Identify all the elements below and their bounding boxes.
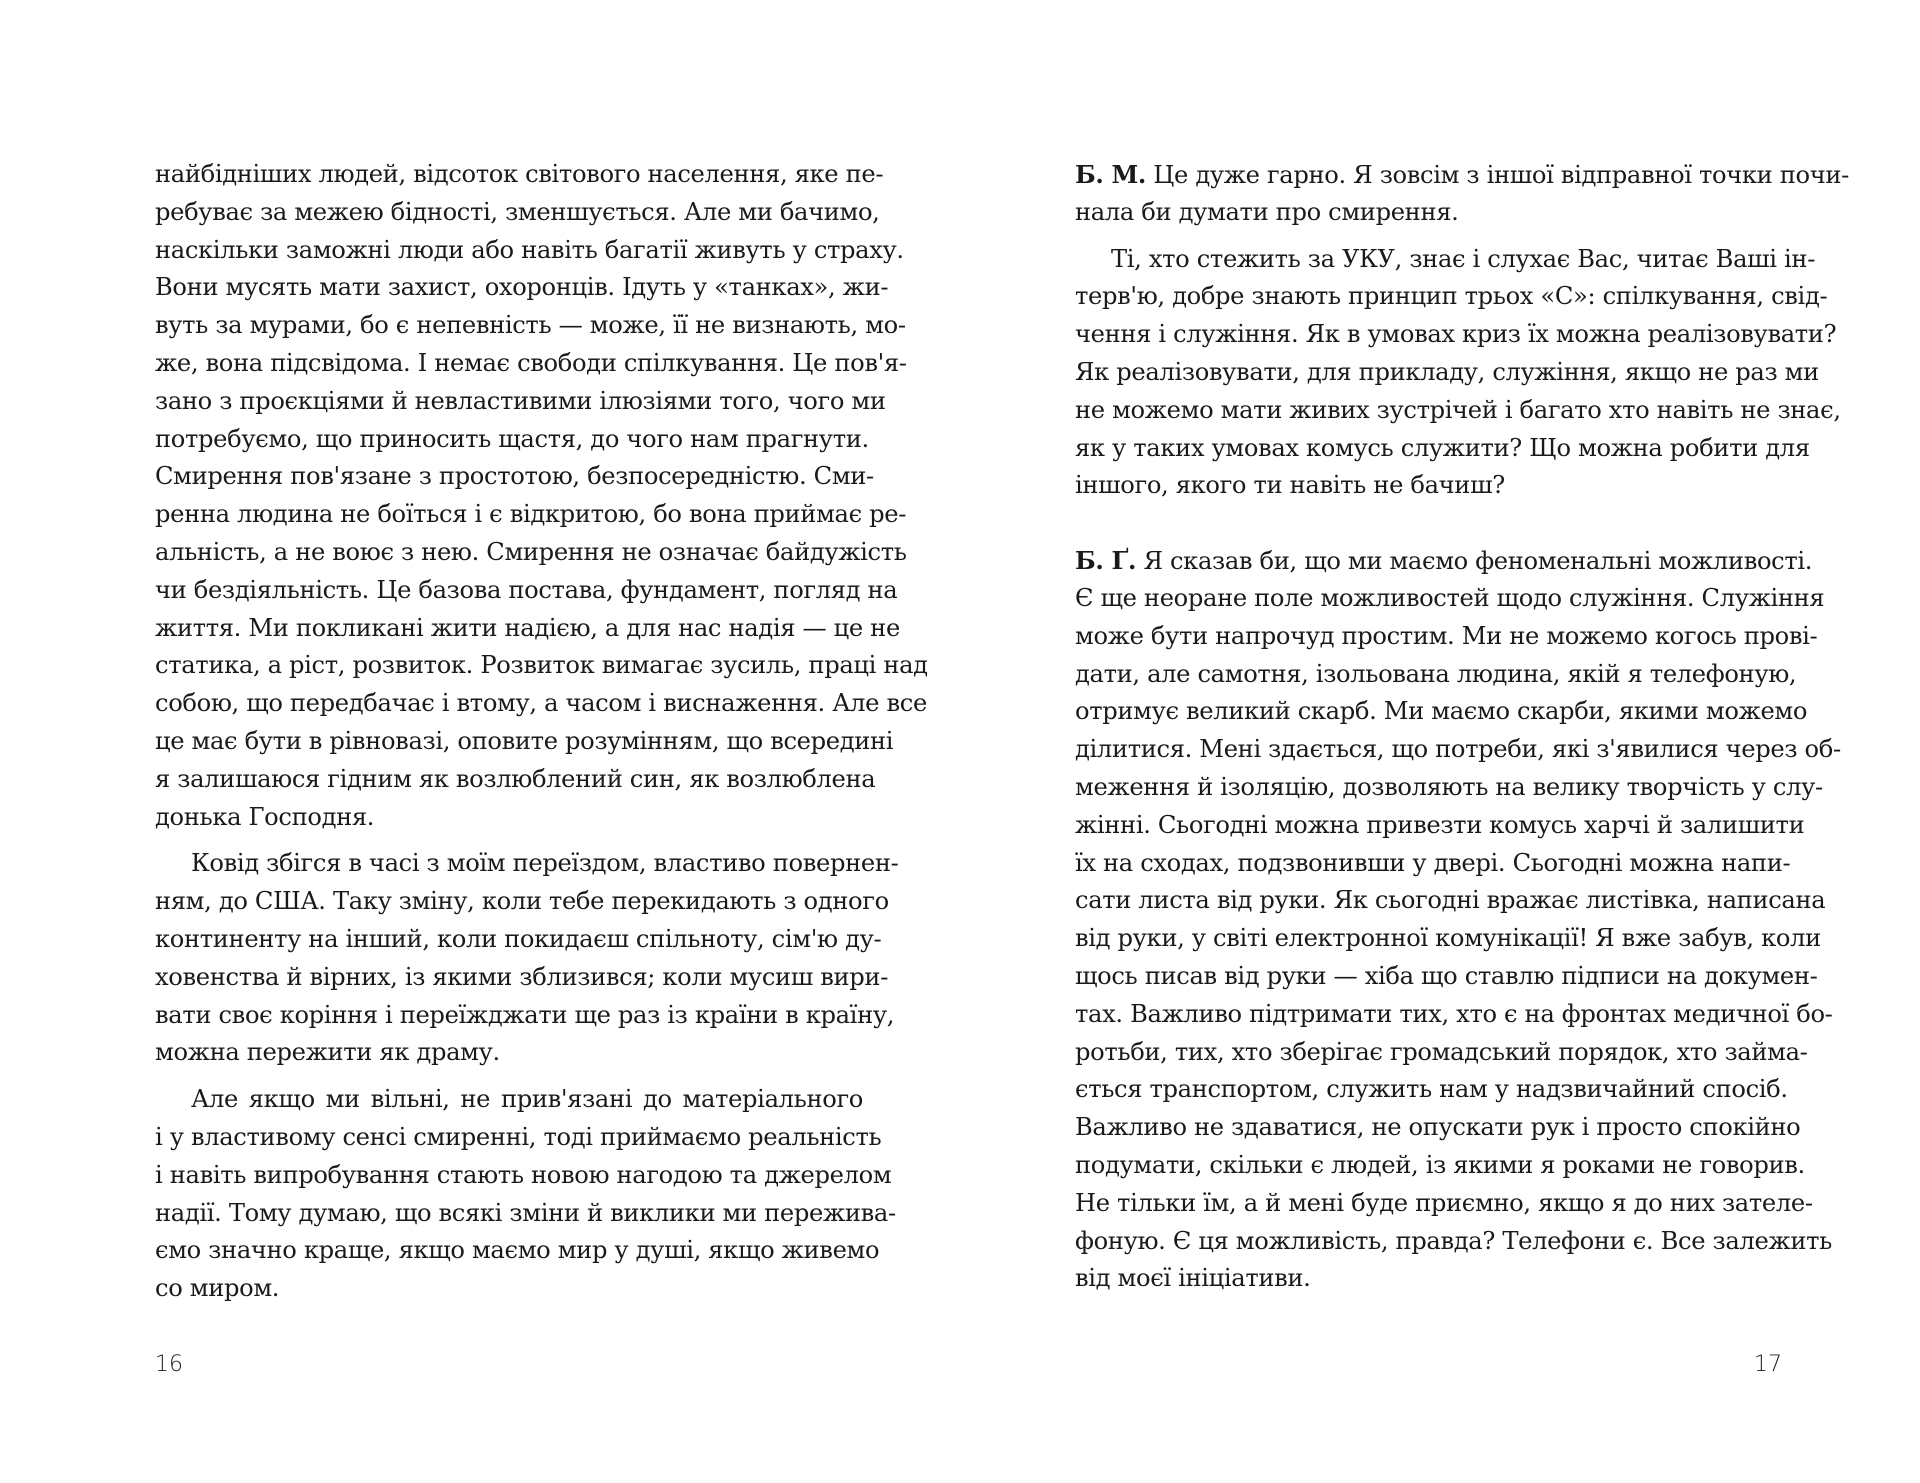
text-line: можна пережити як драму. (155, 1038, 500, 1067)
text-line: терв'ю, добре знають принцип трьох «С»: спілкування, свід- (1075, 282, 1828, 311)
text-line: Важливо не здаватися, не опускати рук і просто спокійно (1075, 1113, 1801, 1142)
text-line: ємо значно краще, якщо маємо мир у душі, якщо живемо (155, 1236, 880, 1265)
text-line: подумати, скільки є людей, із якими я роками не говорив. (1075, 1150, 1805, 1179)
left-page-text (155, 156, 928, 1308)
text-line: альність, а не воює з нею. Смирення не означає байдужість (155, 537, 907, 566)
text-line: як у таких умовах комусь служити? Що можна робити для (1075, 433, 1810, 462)
text-line: ховенства й вірних, із якими зблизився; коли мусиш вири- (155, 962, 889, 991)
text-line: Але якщо ми вільні, не прив'язані до матеріального (191, 1085, 863, 1114)
text-line: від руки, у світі електронної комунікації! Я вже забув, коли (1075, 924, 1821, 953)
text-line: континенту на інший, коли покидаєш спільноту, сім'ю ду- (155, 924, 882, 953)
text-line: надії. Тому думаю, що всякі зміни й виклики ми пережива- (155, 1198, 896, 1227)
text-line: ребуває за межею бідності, зменшується. Але ми бачимо, (155, 197, 880, 226)
text-line: життя. Ми покликані жити надією, а для нас надія — це не (155, 613, 900, 642)
text-line: я залишаюся гідним як возлюблений син, як возлюблена (155, 764, 876, 793)
text-line: і навіть випробування стають новою нагодою та джерелом (155, 1160, 892, 1189)
text-line: дати, але самотня, ізольована людина, якій я телефоную, (1075, 659, 1797, 688)
text-line: ням, до США. Таку зміну, коли тебе перекидають з одного (155, 887, 889, 916)
text-line: со миром. (155, 1274, 280, 1303)
text-line: собою, що передбачає і втому, а часом і виснаження. Але все (155, 689, 927, 718)
text-line: Ті, хто стежить за УКУ, знає і слухає Вас, читає Ваші ін- (1111, 244, 1816, 273)
text-line: же, вона підсвідома. І немає свободи спілкування. Це пов'я- (155, 348, 907, 377)
text-line: нала би думати про смирення. (1075, 197, 1459, 226)
text-line: може бути напрочуд простим. Ми не можемо когось прові- (1075, 621, 1818, 650)
text-line: наскільки заможні люди або навіть багатії живуть у страху. (155, 235, 904, 264)
text-line: ротьби, тих, хто зберігає громадський порядок, хто займа- (1075, 1037, 1808, 1066)
text-line: не можемо мати живих зустрічей і багато хто навіть не знає, (1075, 395, 1841, 424)
text-line: щось писав від руки — хіба що ставлю підписи на докумен- (1075, 961, 1818, 990)
text-line: ділитися. Мені здається, що потреби, які з'явилися через об- (1075, 735, 1841, 764)
text-line: Не тільки їм, а й мені буде приємно, якщо я до них зателе- (1075, 1188, 1813, 1217)
text-line: фоную. Є ця можливість, правда? Телефони є. Все залежить (1075, 1226, 1832, 1255)
text-line: їх на сходах, подзвонивши у двері. Сьогодні можна напи- (1075, 848, 1791, 877)
speaker-label: Б. М. (1075, 160, 1146, 189)
text-line: тах. Важливо підтримати тих, хто є на фронтах медичної бо- (1075, 999, 1833, 1028)
text-line: ється транспортом, служить нам у надзвичайний спосіб. (1075, 1075, 1788, 1104)
text-line: Смирення пов'язане з простотою, безпосередністю. Сми- (155, 462, 874, 491)
right-page-text (1075, 156, 1849, 1298)
text-line: Б. Ґ. Я сказав би, що ми маємо феноменальні можливості. (1075, 546, 1813, 576)
text-line: сати листа від руки. Як сьогодні вражає листівка, написана (1075, 886, 1826, 915)
text-line: Ковід збігся в часі з моїм переїздом, властиво повернен- (191, 849, 899, 878)
text-line: найбідніших людей, відсоток світового населення, яке пе- (155, 160, 884, 188)
text-line: меження й ізоляцію, дозволяють на велику творчість у слу- (1075, 772, 1823, 801)
text-line: і у властивому сенсі смиренні, тоді приймаємо реальність (155, 1122, 882, 1151)
text-line: статика, а ріст, розвиток. Розвиток вимагає зусиль, праці над (155, 651, 928, 680)
text-line: вати своє коріння і переїжджати ще раз із країни в країну, (155, 1000, 895, 1029)
speaker-label: Б. Ґ. (1075, 546, 1137, 576)
text-line: ренна людина не боїться і є відкритою, бо вона приймає ре- (155, 500, 907, 529)
text-line: Як реалізовувати, для прикладу, служіння, якщо не раз ми (1075, 357, 1819, 386)
text-line: чення і служіння. Як в умовах криз їх можна реалізовувати? (1075, 320, 1837, 349)
text-line: Вони мусять мати захист, охоронців. Ідуть у «танках», жи- (155, 273, 889, 302)
text-line: жінні. Сьогодні можна привезти комусь харчі й залишити (1075, 810, 1805, 839)
text-line: Б. М. Це дуже гарно. Я зовсім з іншої відправної точки почи- (1075, 160, 1849, 189)
text-line: Є ще неоране поле можливостей щодо служіння. Служіння (1075, 583, 1825, 612)
text-line: отримує великий скарб. Ми маємо скарби, якими можемо (1075, 697, 1808, 726)
text-line: вуть за мурами, бо є непевність — може, її не визнають, мо- (155, 311, 906, 340)
text-line: чи бездіяльність. Це базова постава, фундамент, погляд на (155, 575, 898, 604)
text-line: від моєї ініціативи. (1075, 1264, 1311, 1293)
page-number: 17 (1754, 1352, 1782, 1377)
text-line: іншого, якого ти навіть не бачиш? (1075, 471, 1505, 500)
text-line: зано з проєкціями й невластивими ілюзіями того, чого ми (155, 386, 886, 415)
page-number: 16 (155, 1352, 183, 1377)
text-line: це має бути в рівновазі, оповите розумінням, що всередині (155, 726, 894, 755)
text-line: донька Господня. (155, 802, 375, 831)
text-line: потребуємо, що приносить щастя, до чого нам прагнути. (155, 424, 869, 453)
